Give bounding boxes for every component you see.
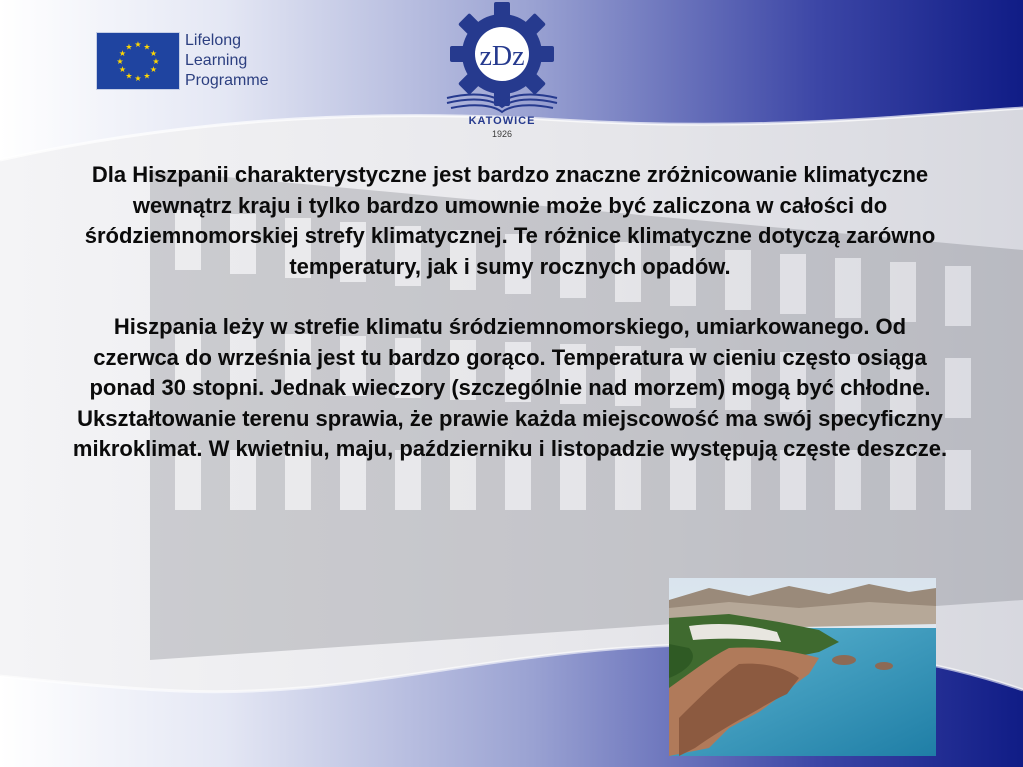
zdz-monogram: zDz xyxy=(479,41,525,72)
lifelong-learning-programme-logo xyxy=(96,30,286,92)
slide-body-text xyxy=(70,160,950,465)
svg-text:★: ★ xyxy=(118,49,127,58)
gear-icon xyxy=(437,2,567,114)
svg-text:★: ★ xyxy=(116,57,124,66)
svg-text:★: ★ xyxy=(134,40,142,49)
coastline-image xyxy=(669,578,936,756)
eu-logo-line-1: Lifelong xyxy=(185,32,242,49)
svg-text:★: ★ xyxy=(152,57,160,66)
eu-flag-icon xyxy=(96,32,180,90)
zdz-katowice-logo xyxy=(437,2,567,142)
paragraph-mediterranean-climate: Hiszpania leży w strefie klimatu śródziemnomorskiego, umiarkowanego. Od czerwca do września jest tu bardzo gorąco. Temperatura w cieniu często osiąga ponad 30 stopni. Jednak wieczory (szczególnie nad morzem) mogą być chłodne. Ukształtowanie terenu sprawia, że prawie każda miejscowość ma swój specyficzny mikroklimat. W kwietniu, maju, październiku i listopadzie występują częste deszcze. xyxy=(72,314,948,461)
eu-stars-icon xyxy=(97,33,179,89)
zdz-year-label: 1926 xyxy=(491,129,513,139)
svg-text:★: ★ xyxy=(118,65,127,74)
paragraph-climate-diversity: Dla Hiszpanii charakterystyczne jest bardzo znaczne zróżnicowanie klimatyczne wewnątrz kraju i tylko bardzo umownie może być zaliczona w całości do śródziemnomorskiej strefy klimatycznej. Te różnice klimatyczne dotyczą zarówno temperatury, jak i sumy rocznych opadów. xyxy=(84,162,936,279)
svg-text:★: ★ xyxy=(149,65,158,74)
svg-text:★: ★ xyxy=(143,42,151,52)
svg-text:★: ★ xyxy=(149,49,158,58)
eu-logo-line-2: Learning xyxy=(185,52,248,69)
svg-text:★: ★ xyxy=(143,71,151,81)
svg-text:★: ★ xyxy=(134,74,142,83)
zdz-city-label: KATOWICE xyxy=(468,115,536,127)
eu-logo-line-3: Programme xyxy=(185,72,269,89)
coastline-photo xyxy=(669,578,936,756)
svg-text:★: ★ xyxy=(125,71,133,81)
svg-text:★: ★ xyxy=(125,42,133,52)
